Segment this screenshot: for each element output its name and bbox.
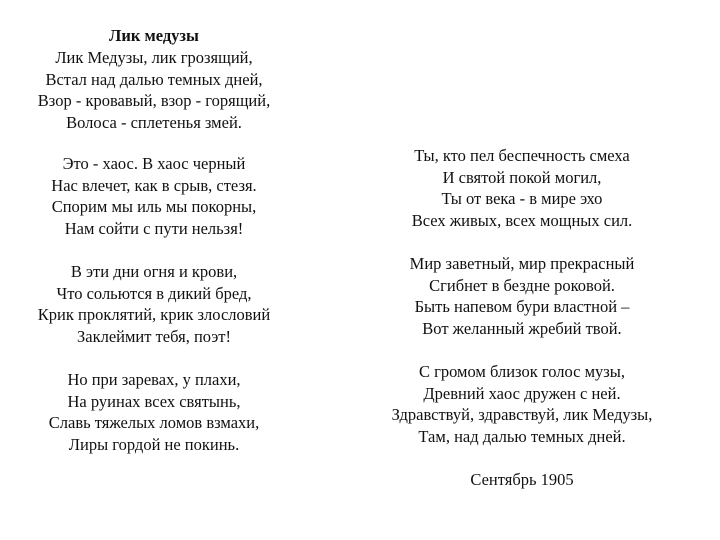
poem-line: Вот желанный жребий твой. — [422, 318, 622, 338]
poem-line: Быть напевом бури властной – — [414, 297, 630, 316]
poem-line: На руинах всех святынь, — [67, 391, 241, 411]
poem-line: Ты, кто пел беспечность смеха — [414, 146, 630, 165]
poem-line: Лик Медузы, лик грозящий, — [55, 48, 253, 67]
poem-line: Древний хаос дружен с ней. — [423, 383, 621, 403]
poem-line: Сгибнет в бездне роковой. — [429, 275, 615, 295]
stanza-2 — [18, 153, 290, 239]
stanza-1 — [18, 47, 290, 133]
poem-line: И святой покой могил, — [442, 167, 602, 187]
poem-line: Волоса - сплетенья змей. — [66, 112, 242, 132]
poem-line: Взор - кровавый, взор - горящий, — [37, 91, 271, 110]
poem-line: Что сольются в дикий бред, — [56, 283, 252, 303]
left-column — [18, 25, 290, 477]
poem-line: Славь тяжелых ломов взмахи, — [48, 413, 260, 432]
poem-line: Нас влечет, как в срыв, стезя. — [51, 175, 257, 195]
poem-line: Здравствуй, здравствуй, лик Медузы, — [391, 405, 653, 424]
poem-line: Это - хаос. В хаос черный — [62, 154, 246, 173]
poem-line: Нам сойти с пути нельзя! — [64, 218, 244, 238]
poem-line: Мир заветный, мир прекрасный — [409, 254, 635, 273]
poem-date: Сентябрь 1905 — [470, 470, 574, 489]
stanza-4 — [18, 369, 290, 455]
poem-line: Но при заревах, у плахи, — [67, 370, 241, 389]
stanza-5 — [370, 145, 674, 231]
stanza-3 — [18, 261, 290, 347]
poem-line: Ты от века - в мире эхо — [441, 189, 603, 208]
poem-line: Там, над далью темных дней. — [418, 426, 626, 446]
poem-line: Всех живых, всех мощных сил. — [411, 210, 633, 230]
poem-line: Лиры гордой не покинь. — [68, 434, 240, 454]
poem-line: Встал над далью темных дней, — [45, 69, 263, 89]
poem-line: Заклеймит тебя, поэт! — [76, 326, 232, 346]
poem-line: С громом близок голос музы, — [418, 362, 626, 381]
poem-line: В эти дни огня и крови, — [70, 262, 238, 281]
poem-title: Лик медузы — [109, 26, 199, 45]
poem-line: Спорим мы иль мы покорны, — [51, 197, 257, 216]
right-column — [370, 145, 674, 491]
stanza-7 — [370, 361, 674, 447]
poem-line: Крик проклятий, крик злословий — [37, 305, 271, 324]
stanza-6 — [370, 253, 674, 339]
